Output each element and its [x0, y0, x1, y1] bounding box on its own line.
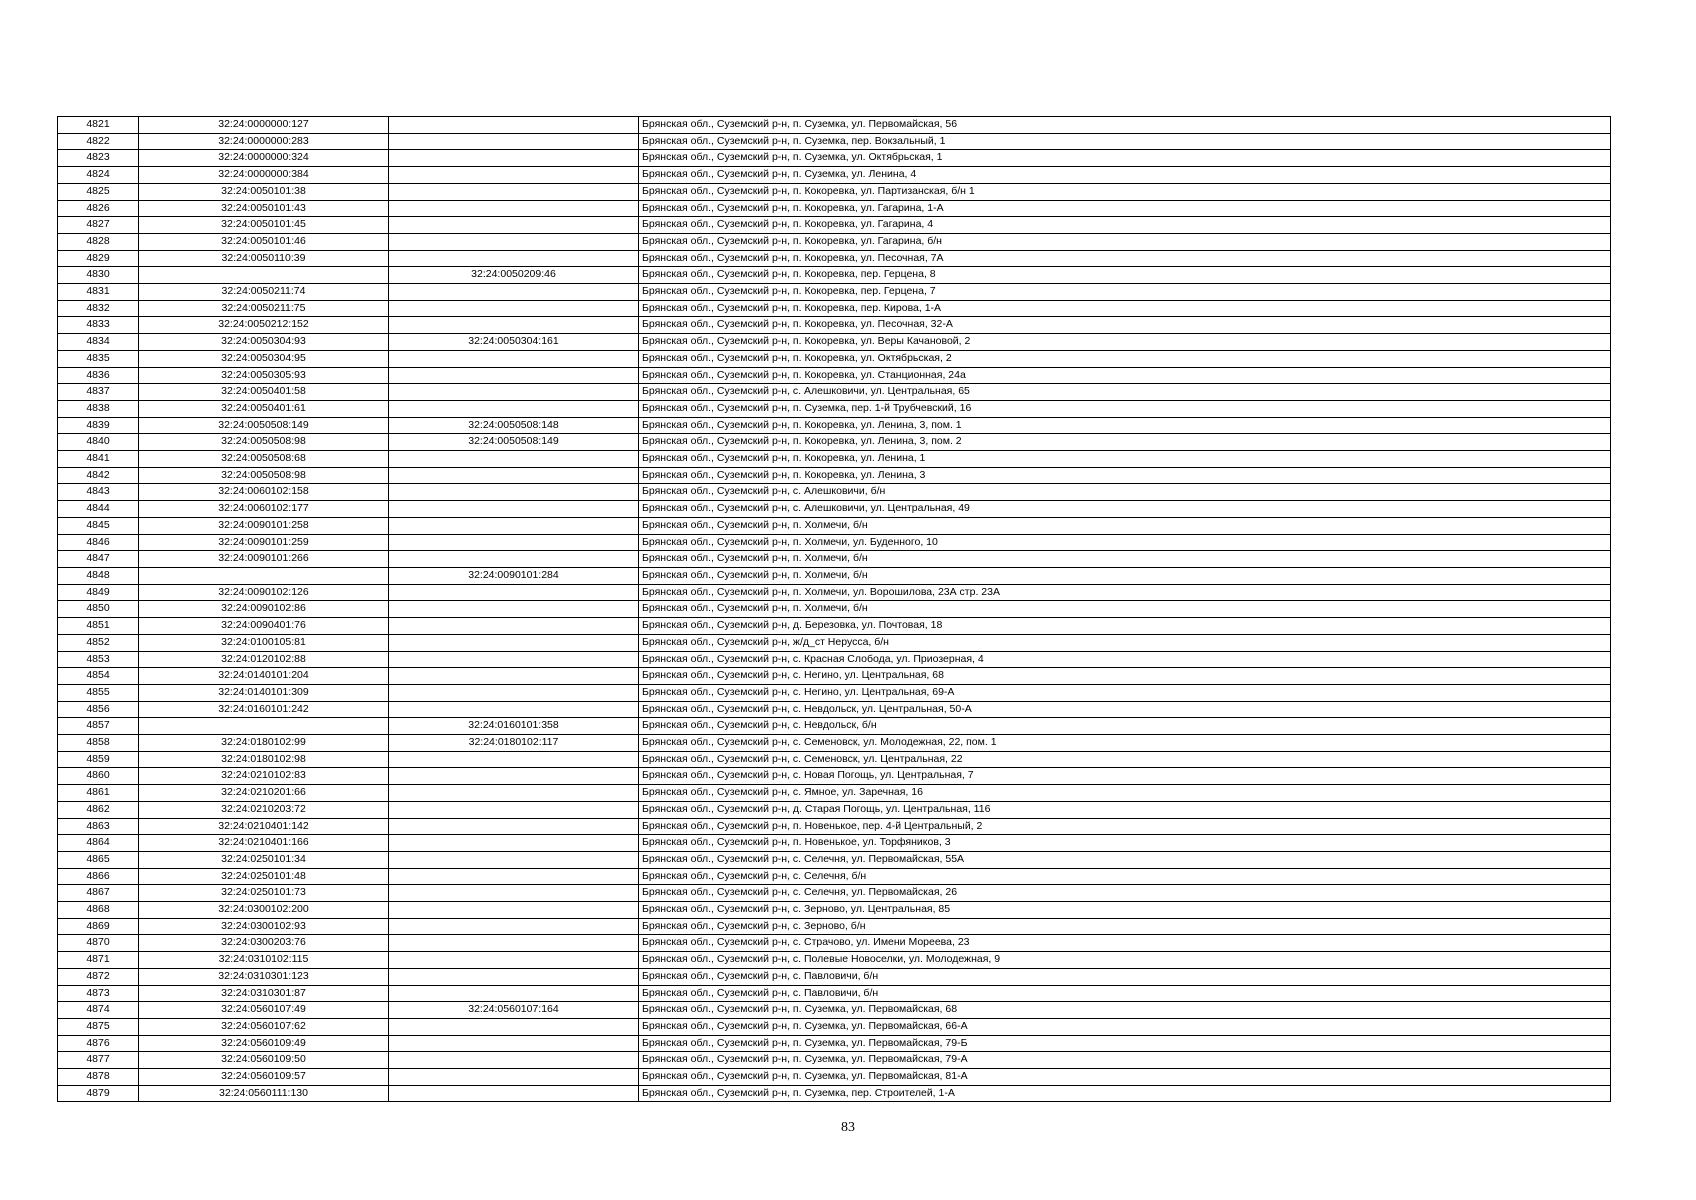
cell-row-number: 4835: [58, 350, 139, 367]
table-row: [58, 751, 1611, 768]
cell-address: Брянская обл., Суземский р-н, п. Суземка, пер. Строителей, 1-А: [639, 1085, 1611, 1102]
table-row: [58, 701, 1611, 718]
cell-related-cadastral-number: [389, 801, 639, 818]
cell-cadastral-number: 32:24:0300102:93: [139, 918, 389, 935]
cell-address: Брянская обл., Суземский р-н, п. Суземка, ул. Первомайская, 79-А: [639, 1052, 1611, 1069]
table-row: [58, 818, 1611, 835]
cell-related-cadastral-number: 32:24:0160101:358: [389, 718, 639, 735]
cell-row-number: 4833: [58, 317, 139, 334]
table-row: [58, 284, 1611, 301]
cell-related-cadastral-number: 32:24:0090101:284: [389, 567, 639, 584]
cell-cadastral-number: 32:24:0560107:62: [139, 1018, 389, 1035]
cell-address: Брянская обл., Суземский р-н, п. Кокоревка, ул. Станционная, 24а: [639, 367, 1611, 384]
table-row: [58, 517, 1611, 534]
cell-related-cadastral-number: [389, 451, 639, 468]
cell-cadastral-number: 32:24:0050508:68: [139, 451, 389, 468]
cell-address: Брянская обл., Суземский р-н, с. Негино, ул. Центральная, 69-А: [639, 684, 1611, 701]
cell-row-number: 4834: [58, 334, 139, 351]
cell-related-cadastral-number: [389, 1085, 639, 1102]
cell-cadastral-number: 32:24:0300102:200: [139, 902, 389, 919]
cell-address: Брянская обл., Суземский р-н, с. Красная Слобода, ул. Приозерная, 4: [639, 651, 1611, 668]
cell-address: Брянская обл., Суземский р-н, п. Холмечи, ул. Буденного, 10: [639, 534, 1611, 551]
cell-address: Брянская обл., Суземский р-н, п. Суземка, ул. Ленина, 4: [639, 167, 1611, 184]
cell-address: Брянская обл., Суземский р-н, п. Суземка, ул. Первомайская, 68: [639, 1002, 1611, 1019]
cell-cadastral-number: 32:24:0120102:88: [139, 651, 389, 668]
cell-cadastral-number: 32:24:0090101:259: [139, 534, 389, 551]
table-row: [58, 167, 1611, 184]
cell-cadastral-number: 32:24:0300203:76: [139, 935, 389, 952]
cell-row-number: 4829: [58, 250, 139, 267]
cell-related-cadastral-number: [389, 1018, 639, 1035]
cell-address: Брянская обл., Суземский р-н, с. Негино, ул. Центральная, 68: [639, 668, 1611, 685]
table-row: [58, 968, 1611, 985]
table-row: [58, 1069, 1611, 1086]
cell-cadastral-number: 32:24:0000000:283: [139, 133, 389, 150]
table-body: [58, 117, 1611, 1102]
cell-cadastral-number: 32:24:0310301:123: [139, 968, 389, 985]
cell-cadastral-number: 32:24:0160101:242: [139, 701, 389, 718]
table-row: [58, 417, 1611, 434]
cell-related-cadastral-number: [389, 467, 639, 484]
cell-address: Брянская обл., Суземский р-н, с. Ямное, ул. Заречная, 16: [639, 785, 1611, 802]
cell-row-number: 4841: [58, 451, 139, 468]
cell-related-cadastral-number: 32:24:0050508:149: [389, 434, 639, 451]
cell-cadastral-number: 32:24:0140101:204: [139, 668, 389, 685]
cell-row-number: 4861: [58, 785, 139, 802]
cell-row-number: 4864: [58, 835, 139, 852]
cell-cadastral-number: 32:24:0210401:142: [139, 818, 389, 835]
cell-related-cadastral-number: [389, 167, 639, 184]
cell-row-number: 4827: [58, 217, 139, 234]
cell-row-number: 4838: [58, 400, 139, 417]
cell-cadastral-number: 32:24:0050304:93: [139, 334, 389, 351]
cell-related-cadastral-number: [389, 768, 639, 785]
table-row: [58, 183, 1611, 200]
cell-cadastral-number: 32:24:0310102:115: [139, 952, 389, 969]
cell-related-cadastral-number: [389, 284, 639, 301]
cell-cadastral-number: 32:24:0180102:98: [139, 751, 389, 768]
cell-related-cadastral-number: [389, 133, 639, 150]
cell-related-cadastral-number: [389, 250, 639, 267]
cell-cadastral-number: 32:24:0050110:39: [139, 250, 389, 267]
cell-cadastral-number: 32:24:0210401:166: [139, 835, 389, 852]
cell-row-number: 4843: [58, 484, 139, 501]
page-number: 83: [841, 1120, 855, 1135]
cell-related-cadastral-number: [389, 985, 639, 1002]
cell-cadastral-number: 32:24:0100105:81: [139, 634, 389, 651]
table-row: [58, 718, 1611, 735]
cell-row-number: 4836: [58, 367, 139, 384]
cell-row-number: 4868: [58, 902, 139, 919]
cell-related-cadastral-number: [389, 534, 639, 551]
cell-related-cadastral-number: [389, 835, 639, 852]
cell-related-cadastral-number: [389, 584, 639, 601]
cell-row-number: 4845: [58, 517, 139, 534]
cell-cadastral-number: 32:24:0050305:93: [139, 367, 389, 384]
cell-related-cadastral-number: [389, 484, 639, 501]
cell-cadastral-number: [139, 718, 389, 735]
cell-row-number: 4871: [58, 952, 139, 969]
cell-row-number: 4863: [58, 818, 139, 835]
cell-address: Брянская обл., Суземский р-н, п. Кокоревка, пер. Герцена, 7: [639, 284, 1611, 301]
table-row: [58, 567, 1611, 584]
cell-related-cadastral-number: [389, 751, 639, 768]
cell-address: Брянская обл., Суземский р-н, п. Новенькое, ул. Торфяников, 3: [639, 835, 1611, 852]
cell-address: Брянская обл., Суземский р-н, с. Зерново, б/н: [639, 918, 1611, 935]
table-row: [58, 467, 1611, 484]
cell-row-number: 4877: [58, 1052, 139, 1069]
cell-cadastral-number: 32:24:0560111:130: [139, 1085, 389, 1102]
cell-cadastral-number: 32:24:0310301:87: [139, 985, 389, 1002]
cell-address: Брянская обл., Суземский р-н, с. Алешковичи, ул. Центральная, 49: [639, 501, 1611, 518]
table-row: [58, 952, 1611, 969]
cell-related-cadastral-number: 32:24:0050508:148: [389, 417, 639, 434]
cell-related-cadastral-number: 32:24:0180102:117: [389, 735, 639, 752]
cell-row-number: 4858: [58, 735, 139, 752]
cell-cadastral-number: 32:24:0050212:152: [139, 317, 389, 334]
cell-row-number: 4823: [58, 150, 139, 167]
cell-row-number: 4879: [58, 1085, 139, 1102]
cell-related-cadastral-number: 32:24:0560107:164: [389, 1002, 639, 1019]
cell-related-cadastral-number: [389, 668, 639, 685]
cell-row-number: 4869: [58, 918, 139, 935]
cell-cadastral-number: 32:24:0210203:72: [139, 801, 389, 818]
cell-related-cadastral-number: [389, 684, 639, 701]
table-row: [58, 400, 1611, 417]
cell-address: Брянская обл., Суземский р-н, с. Селечня, ул. Первомайская, 26: [639, 885, 1611, 902]
cell-address: Брянская обл., Суземский р-н, д. Старая Погощь, ул. Центральная, 116: [639, 801, 1611, 818]
cell-related-cadastral-number: [389, 818, 639, 835]
cell-row-number: 4852: [58, 634, 139, 651]
cell-cadastral-number: 32:24:0000000:384: [139, 167, 389, 184]
table-row: [58, 217, 1611, 234]
cell-related-cadastral-number: [389, 367, 639, 384]
table-row: [58, 668, 1611, 685]
cell-row-number: 4870: [58, 935, 139, 952]
cell-row-number: 4859: [58, 751, 139, 768]
cell-address: Брянская обл., Суземский р-н, с. Полевые Новоселки, ул. Молодежная, 9: [639, 952, 1611, 969]
table-row: [58, 451, 1611, 468]
cell-related-cadastral-number: [389, 217, 639, 234]
cell-related-cadastral-number: [389, 1052, 639, 1069]
cell-cadastral-number: 32:24:0210102:83: [139, 768, 389, 785]
cell-address: Брянская обл., Суземский р-н, с. Селечня, б/н: [639, 868, 1611, 885]
cell-row-number: 4837: [58, 384, 139, 401]
cell-cadastral-number: 32:24:0090101:266: [139, 551, 389, 568]
cell-related-cadastral-number: 32:24:0050304:161: [389, 334, 639, 351]
table-row: [58, 334, 1611, 351]
cell-cadastral-number: 32:24:0210201:66: [139, 785, 389, 802]
cell-related-cadastral-number: [389, 851, 639, 868]
cell-cadastral-number: 32:24:0250101:73: [139, 885, 389, 902]
cell-related-cadastral-number: [389, 501, 639, 518]
cell-row-number: 4846: [58, 534, 139, 551]
table-row: [58, 250, 1611, 267]
cell-related-cadastral-number: [389, 618, 639, 635]
cell-related-cadastral-number: [389, 200, 639, 217]
cell-address: Брянская обл., Суземский р-н, с. Страчово, ул. Имени Мореева, 23: [639, 935, 1611, 952]
cell-row-number: 4853: [58, 651, 139, 668]
cell-cadastral-number: 32:24:0050101:43: [139, 200, 389, 217]
cell-related-cadastral-number: [389, 952, 639, 969]
cell-row-number: 4842: [58, 467, 139, 484]
property-registry-table: [57, 116, 1611, 1102]
cell-row-number: 4839: [58, 417, 139, 434]
cell-row-number: 4876: [58, 1035, 139, 1052]
cell-cadastral-number: 32:24:0050101:38: [139, 183, 389, 200]
cell-address: Брянская обл., Суземский р-н, с. Невдольск, б/н: [639, 718, 1611, 735]
cell-cadastral-number: 32:24:0560107:49: [139, 1002, 389, 1019]
cell-address: Брянская обл., Суземский р-н, п. Кокоревка, ул. Ленина, 3: [639, 467, 1611, 484]
table-row: [58, 851, 1611, 868]
cell-row-number: 4855: [58, 684, 139, 701]
cell-related-cadastral-number: [389, 601, 639, 618]
cell-row-number: 4857: [58, 718, 139, 735]
table-row: [58, 367, 1611, 384]
table-row: [58, 935, 1611, 952]
cell-row-number: 4874: [58, 1002, 139, 1019]
cell-row-number: 4866: [58, 868, 139, 885]
cell-address: Брянская обл., Суземский р-н, ж/д_ст Нерусса, б/н: [639, 634, 1611, 651]
cell-related-cadastral-number: [389, 183, 639, 200]
cell-related-cadastral-number: [389, 350, 639, 367]
cell-related-cadastral-number: [389, 551, 639, 568]
cell-cadastral-number: [139, 267, 389, 284]
cell-row-number: 4878: [58, 1069, 139, 1086]
cell-related-cadastral-number: [389, 902, 639, 919]
cell-row-number: 4850: [58, 601, 139, 618]
cell-cadastral-number: 32:24:0050401:58: [139, 384, 389, 401]
cell-cadastral-number: 32:24:0060102:158: [139, 484, 389, 501]
cell-cadastral-number: 32:24:0050508:98: [139, 434, 389, 451]
cell-related-cadastral-number: [389, 317, 639, 334]
cell-related-cadastral-number: [389, 968, 639, 985]
cell-row-number: 4844: [58, 501, 139, 518]
table-row: [58, 684, 1611, 701]
cell-address: Брянская обл., Суземский р-н, п. Холмечи, б/н: [639, 517, 1611, 534]
cell-cadastral-number: 32:24:0180102:99: [139, 735, 389, 752]
table-row: [58, 1085, 1611, 1102]
table-row: [58, 651, 1611, 668]
cell-cadastral-number: 32:24:0000000:324: [139, 150, 389, 167]
cell-address: Брянская обл., Суземский р-н, п. Новенькое, пер. 4-й Центральный, 2: [639, 818, 1611, 835]
cell-cadastral-number: 32:24:0050508:149: [139, 417, 389, 434]
cell-cadastral-number: 32:24:0560109:57: [139, 1069, 389, 1086]
cell-address: Брянская обл., Суземский р-н, п. Кокоревка, ул. Гагарина, 1-А: [639, 200, 1611, 217]
table-row: [58, 300, 1611, 317]
cell-row-number: 4860: [58, 768, 139, 785]
table-row: [58, 902, 1611, 919]
table-row: [58, 117, 1611, 134]
cell-cadastral-number: 32:24:0050101:46: [139, 233, 389, 250]
cell-related-cadastral-number: [389, 400, 639, 417]
cell-row-number: 4865: [58, 851, 139, 868]
cell-address: Брянская обл., Суземский р-н, с. Невдольск, ул. Центральная, 50-А: [639, 701, 1611, 718]
cell-address: Брянская обл., Суземский р-н, с. Алешковичи, ул. Центральная, 65: [639, 384, 1611, 401]
cell-cadastral-number: 32:24:0050304:95: [139, 350, 389, 367]
table-row: [58, 985, 1611, 1002]
cell-row-number: 4872: [58, 968, 139, 985]
cell-cadastral-number: 32:24:0090101:258: [139, 517, 389, 534]
cell-address: Брянская обл., Суземский р-н, п. Кокоревка, ул. Ленина, 1: [639, 451, 1611, 468]
cell-row-number: 4821: [58, 117, 139, 134]
cell-address: Брянская обл., Суземский р-н, с. Павловичи, б/н: [639, 968, 1611, 985]
cell-related-cadastral-number: [389, 701, 639, 718]
cell-address: Брянская обл., Суземский р-н, п. Холмечи, ул. Ворошилова, 23А стр. 23А: [639, 584, 1611, 601]
table-row: [58, 618, 1611, 635]
cell-row-number: 4867: [58, 885, 139, 902]
cell-related-cadastral-number: [389, 868, 639, 885]
table-row: [58, 133, 1611, 150]
cell-row-number: 4825: [58, 183, 139, 200]
cell-related-cadastral-number: [389, 1035, 639, 1052]
cell-address: Брянская обл., Суземский р-н, п. Кокоревка, ул. Ленина, 3, пом. 2: [639, 434, 1611, 451]
cell-address: Брянская обл., Суземский р-н, п. Кокоревка, ул. Октябрьская, 2: [639, 350, 1611, 367]
cell-address: Брянская обл., Суземский р-н, п. Холмечи, б/н: [639, 551, 1611, 568]
cell-row-number: 4840: [58, 434, 139, 451]
cell-related-cadastral-number: [389, 634, 639, 651]
cell-address: Брянская обл., Суземский р-н, п. Кокоревка, пер. Герцена, 8: [639, 267, 1611, 284]
cell-related-cadastral-number: [389, 233, 639, 250]
cell-cadastral-number: 32:24:0090401:76: [139, 618, 389, 635]
cell-related-cadastral-number: [389, 785, 639, 802]
cell-address: Брянская обл., Суземский р-н, п. Кокоревка, ул. Песочная, 32-А: [639, 317, 1611, 334]
table-row: [58, 785, 1611, 802]
cell-address: Брянская обл., Суземский р-н, п. Холмечи, б/н: [639, 601, 1611, 618]
table-row: [58, 200, 1611, 217]
cell-address: Брянская обл., Суземский р-н, п. Кокоревка, ул. Гагарина, 4: [639, 217, 1611, 234]
table-row: [58, 1035, 1611, 1052]
cell-related-cadastral-number: [389, 117, 639, 134]
cell-address: Брянская обл., Суземский р-н, с. Зерново, ул. Центральная, 85: [639, 902, 1611, 919]
cell-related-cadastral-number: [389, 651, 639, 668]
cell-address: Брянская обл., Суземский р-н, с. Алешковичи, б/н: [639, 484, 1611, 501]
cell-row-number: 4854: [58, 668, 139, 685]
table-row: [58, 350, 1611, 367]
cell-cadastral-number: 32:24:0140101:309: [139, 684, 389, 701]
cell-row-number: 4828: [58, 233, 139, 250]
table-row: [58, 233, 1611, 250]
cell-address: Брянская обл., Суземский р-н, п. Холмечи, б/н: [639, 567, 1611, 584]
cell-row-number: 4875: [58, 1018, 139, 1035]
cell-cadastral-number: 32:24:0560109:50: [139, 1052, 389, 1069]
table-row: [58, 634, 1611, 651]
cell-address: Брянская обл., Суземский р-н, с. Селечня, ул. Первомайская, 55А: [639, 851, 1611, 868]
cell-address: Брянская обл., Суземский р-н, п. Суземка, ул. Первомайская, 81-А: [639, 1069, 1611, 1086]
table-row: [58, 1002, 1611, 1019]
table-row: [58, 1052, 1611, 1069]
cell-address: Брянская обл., Суземский р-н, с. Семеновск, ул. Молодежная, 22, пом. 1: [639, 735, 1611, 752]
table-row: [58, 484, 1611, 501]
table-row: [58, 1018, 1611, 1035]
cell-related-cadastral-number: [389, 384, 639, 401]
table-row: [58, 501, 1611, 518]
cell-address: Брянская обл., Суземский р-н, с. Павловичи, б/н: [639, 985, 1611, 1002]
cell-row-number: 4822: [58, 133, 139, 150]
cell-row-number: 4856: [58, 701, 139, 718]
table-row: [58, 735, 1611, 752]
cell-cadastral-number: 32:24:0060102:177: [139, 501, 389, 518]
cell-row-number: 4831: [58, 284, 139, 301]
cell-row-number: 4848: [58, 567, 139, 584]
table-row: [58, 534, 1611, 551]
cell-address: Брянская обл., Суземский р-н, с. Новая Погощь, ул. Центральная, 7: [639, 768, 1611, 785]
cell-row-number: 4832: [58, 300, 139, 317]
cell-related-cadastral-number: [389, 300, 639, 317]
table-row: [58, 918, 1611, 935]
table-row: [58, 267, 1611, 284]
cell-row-number: 4862: [58, 801, 139, 818]
table-row: [58, 434, 1611, 451]
table-row: [58, 384, 1611, 401]
cell-row-number: 4851: [58, 618, 139, 635]
cell-address: Брянская обл., Суземский р-н, п. Суземка, пер. 1-й Трубчевский, 16: [639, 400, 1611, 417]
cell-row-number: 4830: [58, 267, 139, 284]
cell-address: Брянская обл., Суземский р-н, п. Суземка, ул. Первомайская, 79-Б: [639, 1035, 1611, 1052]
cell-related-cadastral-number: [389, 150, 639, 167]
cell-cadastral-number: 32:24:0250101:34: [139, 851, 389, 868]
cell-related-cadastral-number: 32:24:0050209:46: [389, 267, 639, 284]
cell-cadastral-number: 32:24:0050211:74: [139, 284, 389, 301]
cell-cadastral-number: 32:24:0250101:48: [139, 868, 389, 885]
cell-cadastral-number: [139, 567, 389, 584]
cell-cadastral-number: 32:24:0560109:49: [139, 1035, 389, 1052]
cell-cadastral-number: 32:24:0050211:75: [139, 300, 389, 317]
cell-row-number: 4849: [58, 584, 139, 601]
cell-row-number: 4873: [58, 985, 139, 1002]
table-row: [58, 150, 1611, 167]
table-row: [58, 551, 1611, 568]
cell-cadastral-number: 32:24:0050101:45: [139, 217, 389, 234]
table-row: [58, 885, 1611, 902]
table-row: [58, 835, 1611, 852]
cell-address: Брянская обл., Суземский р-н, с. Семеновск, ул. Центральная, 22: [639, 751, 1611, 768]
cell-row-number: 4847: [58, 551, 139, 568]
cell-address: Брянская обл., Суземский р-н, п. Кокоревка, ул. Партизанская, б/н 1: [639, 183, 1611, 200]
cell-address: Брянская обл., Суземский р-н, п. Суземка, ул. Октябрьская, 1: [639, 150, 1611, 167]
cell-cadastral-number: 32:24:0090102:126: [139, 584, 389, 601]
cell-address: Брянская обл., Суземский р-н, п. Кокоревка, ул. Веры Качановой, 2: [639, 334, 1611, 351]
cell-related-cadastral-number: [389, 885, 639, 902]
cell-row-number: 4824: [58, 167, 139, 184]
cell-cadastral-number: 32:24:0050508:98: [139, 467, 389, 484]
cell-address: Брянская обл., Суземский р-н, п. Кокоревка, ул. Песочная, 7А: [639, 250, 1611, 267]
cell-cadastral-number: 32:24:0090102:86: [139, 601, 389, 618]
table-row: [58, 768, 1611, 785]
cell-cadastral-number: 32:24:0050401:61: [139, 400, 389, 417]
table-row: [58, 868, 1611, 885]
cell-address: Брянская обл., Суземский р-н, п. Суземка, ул. Первомайская, 56: [639, 117, 1611, 134]
cell-related-cadastral-number: [389, 918, 639, 935]
cell-row-number: 4826: [58, 200, 139, 217]
cell-address: Брянская обл., Суземский р-н, д. Березовка, ул. Почтовая, 18: [639, 618, 1611, 635]
cell-address: Брянская обл., Суземский р-н, п. Кокоревка, ул. Гагарина, б/н: [639, 233, 1611, 250]
cell-address: Брянская обл., Суземский р-н, п. Кокоревка, ул. Ленина, 3, пом. 1: [639, 417, 1611, 434]
cell-related-cadastral-number: [389, 517, 639, 534]
cell-address: Брянская обл., Суземский р-н, п. Суземка, пер. Вокзальный, 1: [639, 133, 1611, 150]
cell-address: Брянская обл., Суземский р-н, п. Кокоревка, пер. Кирова, 1-А: [639, 300, 1611, 317]
cell-related-cadastral-number: [389, 1069, 639, 1086]
cell-address: Брянская обл., Суземский р-н, п. Суземка, ул. Первомайская, 66-А: [639, 1018, 1611, 1035]
table-row: [58, 317, 1611, 334]
cell-cadastral-number: 32:24:0000000:127: [139, 117, 389, 134]
table-row: [58, 601, 1611, 618]
table-row: [58, 584, 1611, 601]
cell-related-cadastral-number: [389, 935, 639, 952]
table-row: [58, 801, 1611, 818]
